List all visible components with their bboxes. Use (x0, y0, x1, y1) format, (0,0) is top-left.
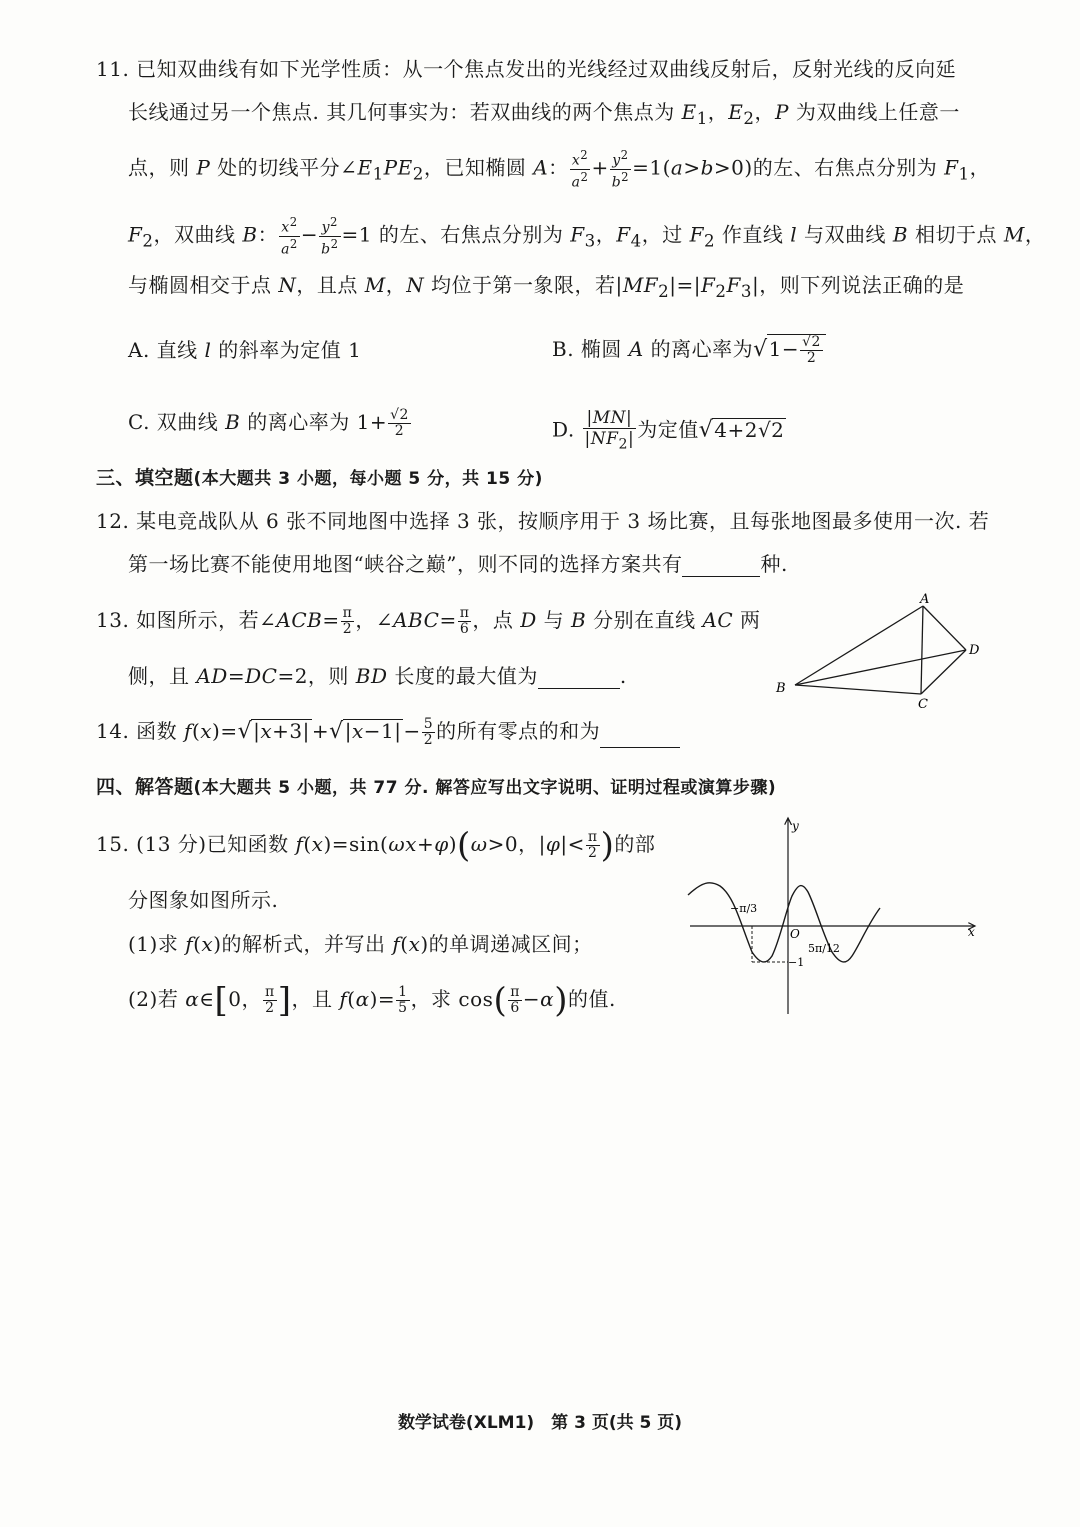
q11-option-c: C. 双曲线 B 的离心率为 1+ $\frac{√2}{2}$ (128, 407, 409, 439)
q11-line4: $F_2$，双曲线 B： $\frac{x^2}{a^2}$ − $\frac{y^2}{b^2}$ =1 的左、右焦点分别为 $F_3$，$F_4$，过 $F_2$ 作直线 l 与双曲线 B 相切于点 M， (128, 215, 1046, 258)
q11-line2: 长线通过另一个焦点. 其几何事实为：若双曲线的两个焦点为 $E_1$，$E_2$，P 为双曲线上任意一 (128, 100, 960, 128)
section3-heading: 三、填空题(本大题共 3 小题，每小题 5 分，共 15 分) (96, 467, 543, 489)
q15-line3: (1)求 f(x)的解析式，并写出 f(x)的单调递减区间； (128, 932, 593, 956)
q14-line1: 14. 函数 f(x)=√|x+3| +√|x−1| − $\frac{5}{2}$ 的所有零点的和为 (96, 717, 680, 748)
neg-one-label: −1 (788, 956, 805, 969)
section4-heading: 四、解答题(本大题共 5 小题，共 77 分. 解答应写出文字说明、证明过程或演算步骤) (96, 776, 777, 798)
q15-line2: 分图象如图所示. (128, 888, 279, 912)
page-footer: 数学试卷(XLM1) 第 3 页(共 5 页) (397, 1413, 683, 1433)
q12-line2: 第一场比赛不能使用地图“峡谷之巅”，则不同的选择方案共有 种. (128, 552, 788, 576)
q11-line5: 与椭圆相交于点 N，且点 M，N 均位于第一象限，若$|MF_2|=|F_2F_3|$，则下列说法正确的是 (128, 273, 965, 301)
segment-ad (923, 606, 966, 650)
xmark-neg-pi-over-3: −π/3 (730, 902, 758, 915)
q11-line1: 11. 已知双曲线有如下光学性质：从一个焦点发出的光线经过双曲线反射后，反射光线的反向延 (96, 57, 957, 81)
label-b: B (776, 681, 786, 696)
xmark-5pi-over-12: 5π/12 (808, 942, 840, 955)
q11-option-a: A. 直线 l 的斜率为定值 1 (128, 338, 362, 362)
label-d: D (969, 643, 980, 658)
label-a: A (920, 592, 930, 607)
sine-curve (688, 883, 880, 962)
segment-bc (795, 685, 921, 694)
q15-line4: (2)若 α∈[0， $\frac{\pi}{2}$ ]，且 f(α)= $\frac{1}{5}$ ，求 cos( $\frac{\pi}{6}$ −α)的值. (128, 980, 616, 1021)
q11-option-b: B. 椭圆 A 的离心率为√1− $\frac{√2}{2}$ (552, 334, 826, 366)
x-axis-label: x (968, 925, 975, 939)
segment-dc (921, 650, 966, 694)
q12-line1: 12. 某电竞战队从 6 张不同地图中选择 3 张，按顺序用于 3 场比赛，且每张地图最多使用一次. 若 (96, 509, 990, 533)
label-c: C (918, 697, 928, 712)
q13-line1: 13. 如图所示，若∠ACB= $\frac{\pi}{2}$ ，∠ABC= $\frac{\pi}{6}$ ，点 D 与 B 分别在直线 AC 两 (96, 605, 761, 637)
sine-graph-figure (680, 812, 980, 1020)
q13-line2: 侧，且 AD=DC=2，则 BD 长度的最大值为 . (128, 664, 627, 688)
segment-bd (795, 650, 966, 685)
segment-ab (795, 606, 923, 685)
q15-line1: 15. (13 分)已知函数 f(x)=sin(ωx+φ)(ω>0，|φ|< $\frac{\pi}{2}$ )的部 (96, 825, 656, 866)
q11-line3: 点，则 P 处的切线平分$\angle E_1PE_2$，已知椭圆 A： $\frac{x^2}{a^2}$ + $\frac{y^2}{b^2}$ =1(a>b>0)的左、右焦点分别为 $F_1$， (128, 148, 991, 191)
origin-label: O (790, 927, 800, 941)
triangle-figure (770, 592, 985, 712)
q11-option-d: D. $\frac{|MN|}{|NF_2|}$ 为定值√4+2√2 (552, 408, 785, 453)
y-axis-label: y (792, 819, 799, 833)
segment-ac (921, 606, 923, 694)
